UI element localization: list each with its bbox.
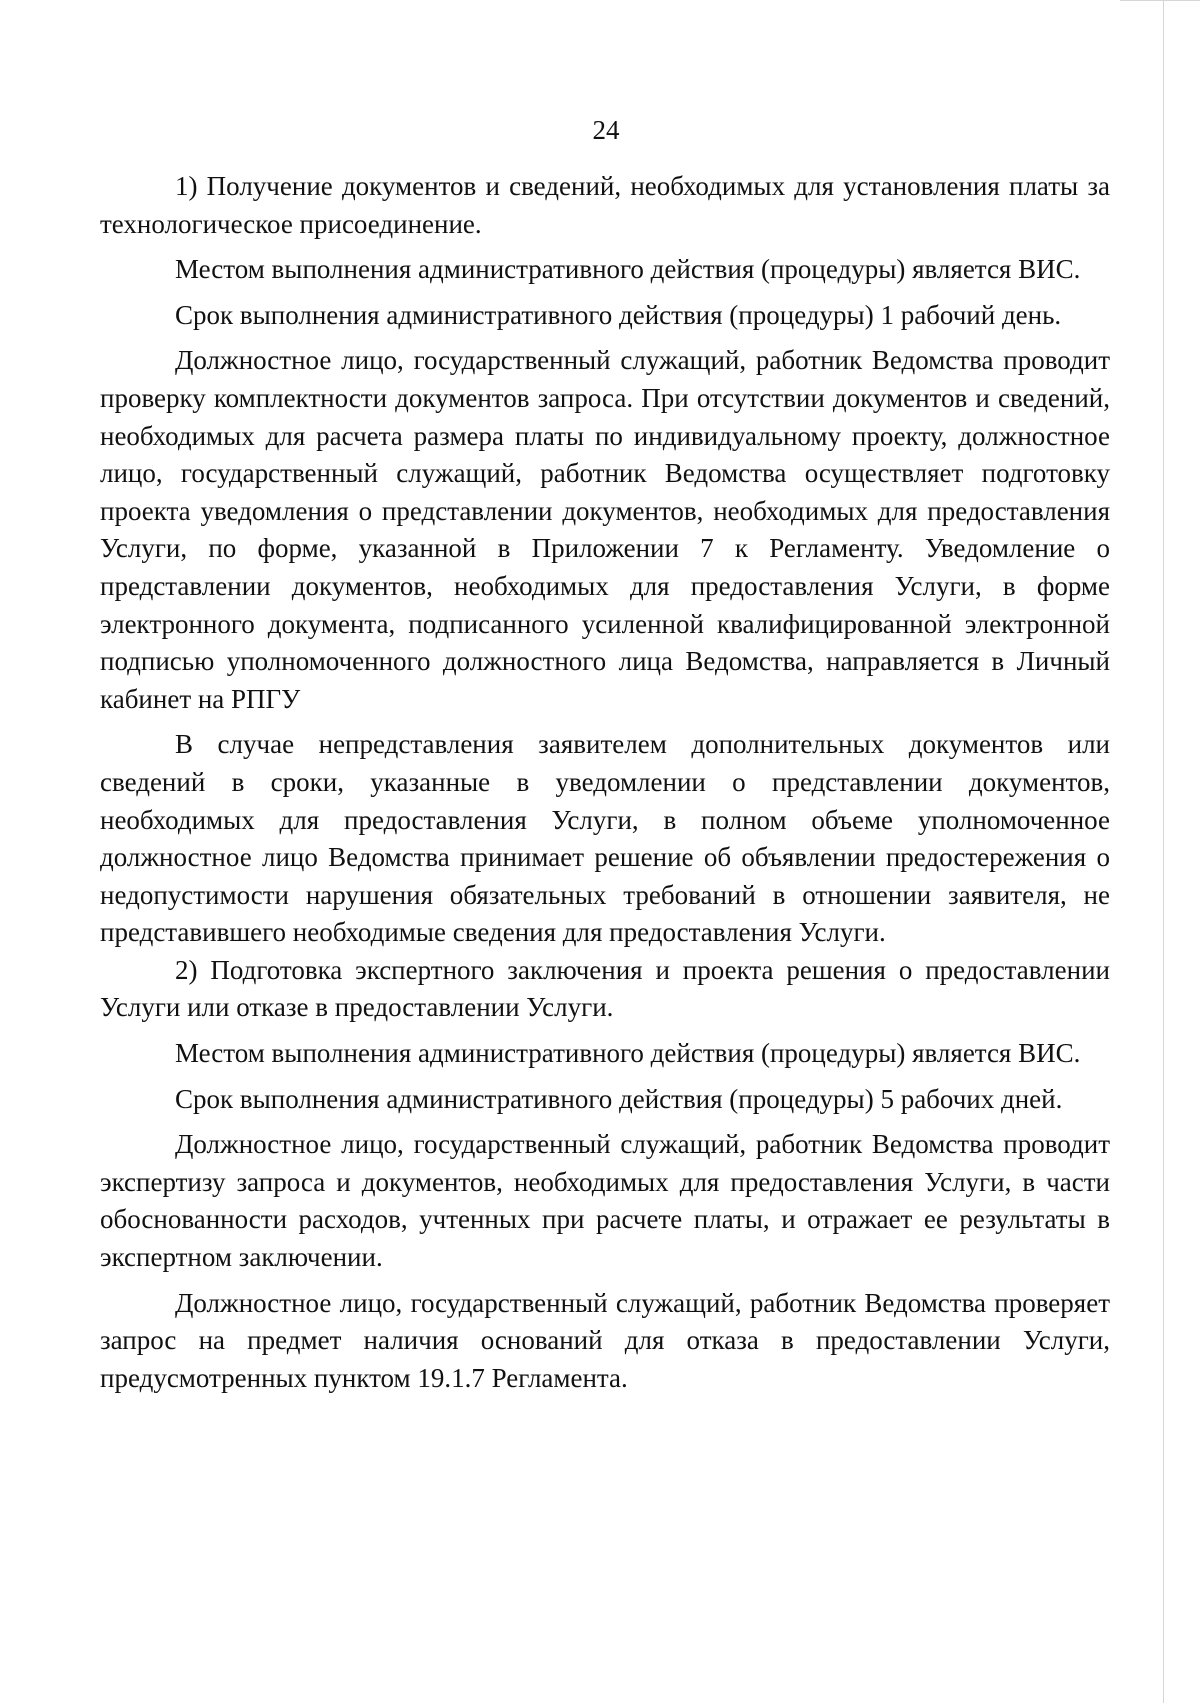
page-number: 24	[592, 115, 620, 145]
scan-edge-top	[1120, 0, 1200, 1]
document-body	[100, 168, 1110, 1397]
paragraph-step-1-place: Местом выполнения административного действия (процедуры) является ВИС.	[175, 254, 1081, 285]
paragraph-step-1-warning: В случае непредставления заявителем дополнительных документов или сведений в сроки, указанные в уведомлении о представлении документов, необходимых для предоставления Услуги, в полном объеме уполномоченное должностное лицо Ведомства принимает решение об объявлении предостережения о недопустимости нарушения обязательных требований в отношении заявителя, не представившего необходимые сведения для предоставления Услуги.	[100, 729, 1110, 948]
paragraph-step-1-check: Должностное лицо, государственный служащий, работник Ведомства проводит проверку комплектности документов запроса. При отсутствии документов и сведений, необходимых для расчета размера платы по индивидуальному проекту, должностное лицо, государственный служащий, работник Ведомства осуществляет подготовку проекта уведомления о представлении документов, необходимых для предоставления Услуги, по форме, указанной в Приложении 7 к Регламенту. Уведомление о представлении документов, необходимых для предоставления Услуги, в форме электронного документа, подписанного усиленной квалифицированной электронной подписью уполномоченного должностного лица Ведомства, направляется в Личный кабинет на РПГУ	[100, 345, 1110, 714]
paragraph-step-2-title: 2) Подготовка экспертного заключения и проекта решения о предоставлении Услуги или отказе в предоставлении Услуги.	[100, 954, 1110, 1023]
scan-edge-right	[1163, 0, 1164, 1703]
paragraph-step-2-refusal-check: Должностное лицо, государственный служащий, работник Ведомства проверяет запрос на предмет наличия оснований для отказа в предоставлении Услуги, предусмотренных пунктом 19.1.7 Регламента.	[100, 1287, 1110, 1393]
paragraph-step-2-term: Срок выполнения административного действия (процедуры) 5 рабочих дней.	[175, 1083, 1063, 1114]
paragraph-step-1-title: 1) Получение документов и сведений, необходимых для установления платы за технологическое присоединение.	[100, 171, 1110, 239]
paragraph-step-2-expertise: Должностное лицо, государственный служащий, работник Ведомства проводит экспертизу запроса и документов, необходимых для предоставления Услуги, в части обоснованности расходов, учтенных при расчете платы, и отражает ее результаты в экспертном заключении.	[100, 1129, 1110, 1273]
paragraph-step-2-place: Местом выполнения административного действия (процедуры) является ВИС.	[175, 1038, 1081, 1069]
paragraph-step-1-term: Срок выполнения административного действия (процедуры) 1 рабочий день.	[175, 299, 1062, 330]
